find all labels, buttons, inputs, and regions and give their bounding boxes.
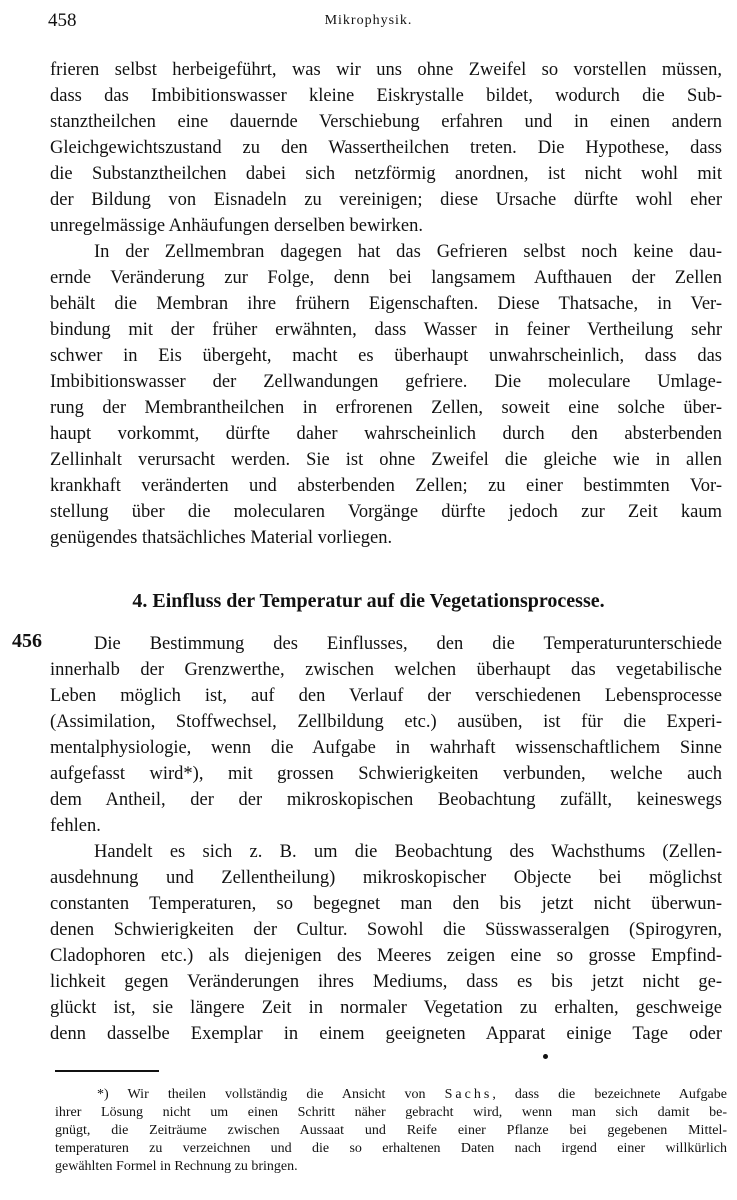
text-line: Cladophoren etc.) als diejenigen des Meeres zeigen eine so grosse Empfind- <box>50 946 722 966</box>
text-line: dem Antheil, der der mikroskopischen Beobachtung zufällt, keineswegs <box>50 790 722 810</box>
page-number: 458 <box>48 10 77 31</box>
text-line: (Assimilation, Stoffwechsel, Zellbildung etc.) ausüben, ist für die Experi- <box>50 712 722 732</box>
footnote-author: Sachs <box>444 1087 493 1102</box>
footnote-line: gewählten Formel in Rechnung zu bringen. <box>55 1159 298 1174</box>
text-line: constanten Temperaturen, so begegnet man den bis jetzt nicht überwun- <box>50 894 722 914</box>
paragraph-4 <box>50 839 722 1047</box>
text-line: lichkeit gegen Veränderungen ihres Mediums, dass es bis jetzt nicht ge- <box>50 972 722 992</box>
paragraph-1 <box>50 57 722 239</box>
text-line: stanztheilchen eine dauernde Verschiebung erfahren und in einen andern <box>50 112 722 132</box>
text-line: In der Zellmembran dagegen hat das Gefrieren selbst noch keine dau- <box>94 242 722 262</box>
text-line: die Substanztheilchen dabei sich netzförmig anordnen, ist nicht wohl mit <box>50 164 722 184</box>
footnote <box>55 1086 727 1176</box>
footnote-text: *) Wir theilen vollständig die Ansicht von <box>97 1087 445 1102</box>
text-line: der Bildung von Eisnadeln zu vereinigen; diese Ursache dürfte wohl eher <box>50 190 722 210</box>
running-title: Mikrophysik. <box>324 13 413 28</box>
margin-number: 456 <box>12 630 42 652</box>
text-line: denen Schwierigkeiten der Cultur. Sowohl die Süsswasseralgen (Spirogyren, <box>50 920 722 940</box>
text-line: glückt ist, sie längere Zeit in normaler Vegetation zu erhalten, geschweige <box>50 998 722 1018</box>
text-line: fehlen. <box>50 816 101 836</box>
text-line: unregelmässige Anhäufungen derselben bewirken. <box>50 216 423 236</box>
text-line: frieren selbst herbeigeführt, was wir uns ohne Zweifel so vorstellen müssen, <box>50 60 722 80</box>
text-line: Leben möglich ist, auf den Verlauf der verschiedenen Lebensprocesse <box>50 686 722 706</box>
paragraph-3 <box>50 631 722 839</box>
footnote-rule <box>55 1070 159 1072</box>
footnote-line: ihrer Lösung nicht um einen Schritt näher gebracht wird, wenn man sich damit be- <box>55 1105 727 1120</box>
text-line: innerhalb der Grenzwerthe, zwischen welchen überhaupt das vegetabilische <box>50 660 722 680</box>
text-line: Imbibitionswasser der Zellwandungen gefriere. Die moleculare Umlage- <box>50 372 722 392</box>
footnote-text: , dass die bezeichnete Aufgabe <box>492 1087 727 1102</box>
text-line: Gleichgewichtszustand zu den Wassertheilchen treten. Die Hypothese, dass <box>50 138 722 158</box>
text-line: rung der Membrantheilchen in erfrorenen Zellen, soweit eine solche über- <box>50 398 722 418</box>
text-line: bindung mit der früher erwähnten, dass Wasser in feiner Vertheilung sehr <box>50 320 722 340</box>
paragraph-2 <box>50 239 722 551</box>
text-line: krankhaft veränderten und absterbenden Zellen; zu einer bestimmten Vor- <box>50 476 722 496</box>
text-line: Die Bestimmung des Einflusses, den die Temperaturunterschiede <box>94 634 722 654</box>
text-line: ernde Veränderung zur Folge, denn bei langsamem Aufthauen der Zellen <box>50 268 722 288</box>
text-line: haupt vorkommt, dürfte daher wahrscheinlich durch den absterbenden <box>50 424 722 444</box>
text-line: schwer in Eis übergeht, macht es überhaupt unwahrscheinlich, dass das <box>50 346 722 366</box>
footnote-line: gnügt, die Zeiträume zwischen Aussaat und Reife einer Pflanze bei gegebenen Mittel- <box>55 1123 727 1138</box>
text-line: stellung über die molecularen Vorgänge dürfte jedoch zur Zeit kaum <box>50 502 722 522</box>
text-line: Zellinhalt verursacht werden. Sie ist ohne Zweifel die gleiche wie in allen <box>50 450 722 470</box>
footnote-line <box>55 1086 727 1104</box>
text-line: dass das Imbibitionswasser kleine Eiskrystalle bildet, wodurch die Sub- <box>50 86 722 106</box>
text-line: denn dasselbe Exemplar in einem geeigneten Apparat einige Tage oder <box>50 1024 722 1044</box>
print-speck <box>543 1054 548 1059</box>
text-line: behält die Membran ihre frühern Eigenschaften. Diese Thatsache, in Ver- <box>50 294 722 314</box>
text-line: mentalphysiologie, wenn die Aufgabe in wahrhaft wissenschaftlichem Sinne <box>50 738 722 758</box>
text-line: genügendes thatsächliches Material vorliegen. <box>50 528 393 548</box>
text-line: ausdehnung und Zellentheilung) mikroskopischer Objecte bei möglichst <box>50 868 722 888</box>
footnote-line: temperaturen zu verzeichnen und die so erhaltenen Daten nach irgend einer willkürlich <box>55 1141 727 1156</box>
text-line: Handelt es sich z. B. um die Beobachtung des Wachsthums (Zellen- <box>94 842 722 862</box>
section-heading: 4. Einfluss der Temperatur auf die Vegetationsprocesse. <box>132 590 605 612</box>
text-line: aufgefasst wird*), mit grossen Schwierigkeiten verbunden, welche auch <box>50 764 722 784</box>
